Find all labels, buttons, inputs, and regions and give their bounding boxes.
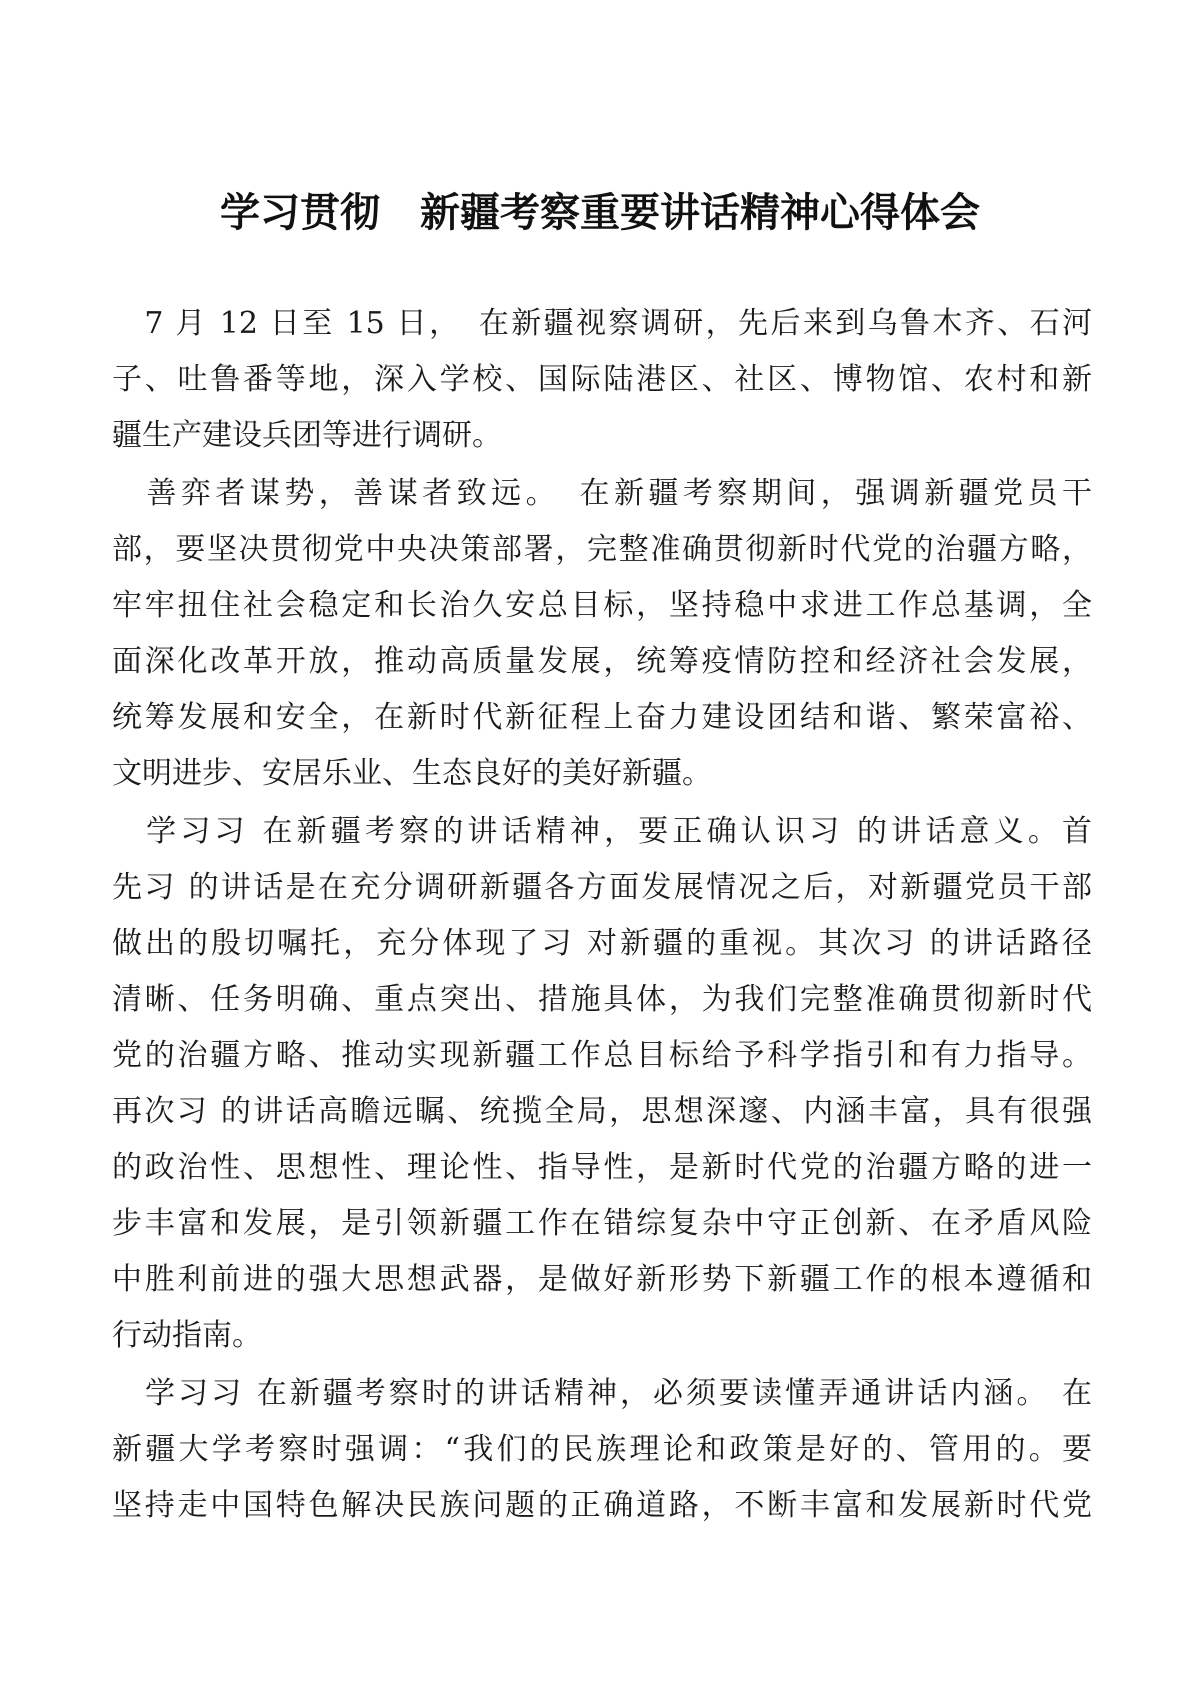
document-body: [112, 296, 1092, 1536]
paragraph-line: 学习习 在新疆考察的讲话精神，要正确认识习 的讲话意义。首: [112, 814, 1092, 849]
paragraph-line: 党的治疆方略、推动实现新疆工作总目标给予科学指引和有力指导。: [112, 1038, 1092, 1073]
paragraph-line: 部，要坚决贯彻党中央决策部署，完整准确贯彻新时代党的治疆方略，: [112, 532, 1092, 567]
paragraph-line: 新疆大学考察时强调：“我们的民族理论和政策是好的、管用的。要: [112, 1432, 1092, 1467]
paragraph-line: 步丰富和发展，是引领新疆工作在错综复杂中守正创新、在矛盾风险: [112, 1206, 1092, 1241]
paragraph-line: 中胜利前进的强大思想武器，是做好新形势下新疆工作的根本遵循和: [112, 1262, 1092, 1297]
paragraph-4: [112, 1366, 1092, 1534]
paragraph-3: [112, 804, 1092, 1364]
paragraph-line: 7 月 12 日至 15 日， 在新疆视察调研，先后来到乌鲁木齐、石河: [112, 306, 1092, 341]
paragraph-line: 的政治性、思想性、理论性、指导性，是新时代党的治疆方略的进一: [112, 1150, 1092, 1185]
paragraph-1: [112, 296, 1092, 464]
paragraph-line: 清晰、任务明确、重点突出、措施具体，为我们完整准确贯彻新时代: [112, 982, 1092, 1017]
paragraph-line: 再次习 的讲话高瞻远瞩、统揽全局，思想深邃、内涵丰富，具有很强: [112, 1094, 1092, 1129]
document-title: 学习贯彻 新疆考察重要讲话精神心得体会: [220, 190, 980, 236]
paragraph-line: 善弈者谋势，善谋者致远。 在新疆考察期间，强调新疆党员干: [112, 476, 1092, 511]
paragraph-line: 疆生产建设兵团等进行调研。: [112, 418, 502, 453]
paragraph-line: 牢牢扭住社会稳定和长治久安总目标，坚持稳中求进工作总基调，全: [112, 588, 1092, 623]
paragraph-line: 子、吐鲁番等地，深入学校、国际陆港区、社区、博物馆、农村和新: [112, 362, 1092, 397]
paragraph-line: 统筹发展和安全，在新时代新征程上奋力建设团结和谐、繁荣富裕、: [112, 700, 1092, 735]
paragraph-line: 学习习 在新疆考察时的讲话精神，必须要读懂弄通讲话内涵。 在: [112, 1376, 1092, 1411]
paragraph-line: 先习 的讲话是在充分调研新疆各方面发展情况之后，对新疆党员干部: [112, 870, 1092, 905]
paragraph-line: 文明进步、安居乐业、生态良好的美好新疆。: [112, 756, 712, 791]
paragraph-line: 做出的殷切嘱托，充分体现了习 对新疆的重视。其次习 的讲话路径: [112, 926, 1092, 961]
paragraph-line: 行动指南。: [112, 1318, 262, 1353]
paragraph-2: [112, 466, 1092, 802]
paragraph-line: 面深化改革开放，推动高质量发展，统筹疫情防控和经济社会发展，: [112, 644, 1092, 679]
paragraph-line: 坚持走中国特色解决民族问题的正确道路，不断丰富和发展新时代党: [112, 1488, 1092, 1523]
